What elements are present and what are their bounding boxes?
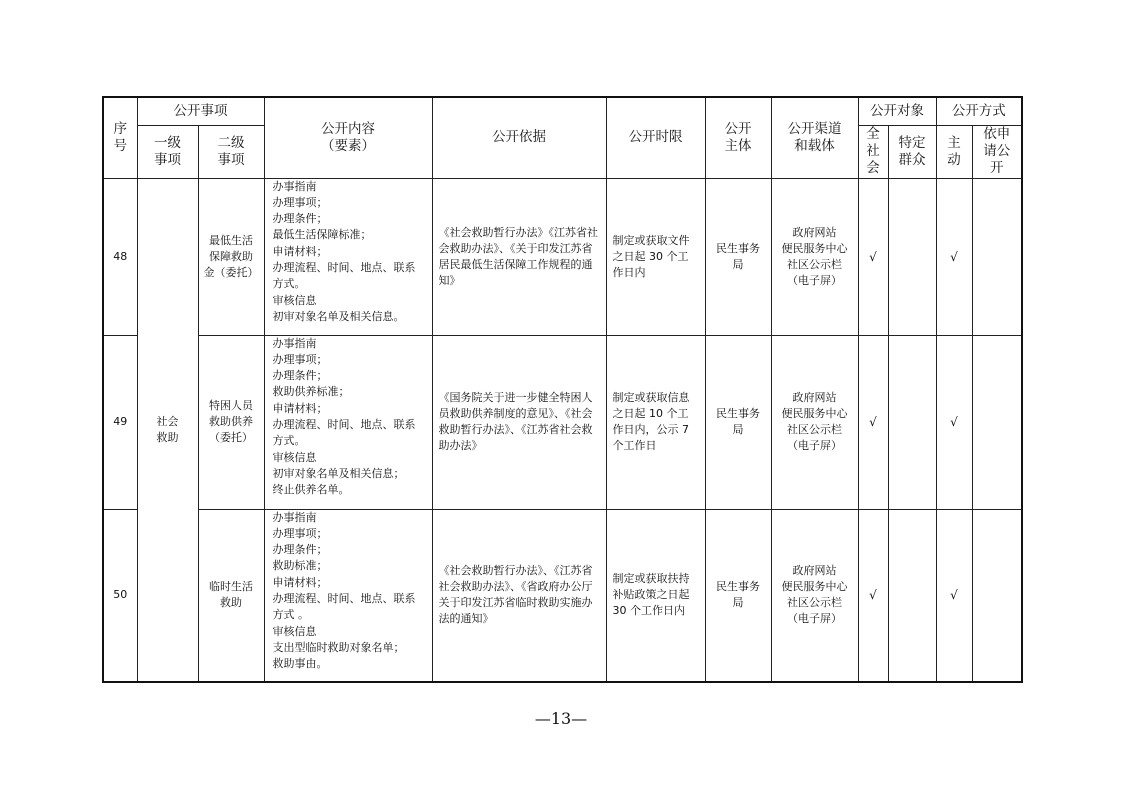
row-subject: 民生事务 局 <box>705 178 771 335</box>
content-line: 初审对象名单及相关信息； <box>272 466 405 480</box>
row-channel: 政府网站 便民服务中心 社区公示栏 （电子屏） <box>771 335 858 509</box>
row-basis: 《国务院关于进一步健全特困人员救助供养制度的意见》、《社会救助暂行办法》、《江苏省社会救助办法》 <box>432 335 606 509</box>
header-content: 公开内容 （要素） <box>264 97 432 178</box>
row-channel: 政府网站 便民服务中心 社区公示栏 （电子屏） <box>771 178 858 335</box>
header-channel: 公开渠道 和载体 <box>771 97 858 178</box>
content-line: 办理条件； <box>272 369 328 383</box>
content-line: 审核信息 <box>272 624 317 638</box>
header-row-1 <box>103 97 1022 125</box>
row-method-active-check: √ <box>936 335 972 509</box>
header-time-limit: 公开时限 <box>606 97 705 178</box>
content-line: 办理条件； <box>272 212 328 226</box>
content-line: 办理流程、时间、地点、联系 <box>272 417 416 431</box>
row-target-all-check: √ <box>858 178 888 335</box>
content-line: 审核信息 <box>272 293 317 307</box>
row-method-apply-check <box>972 509 1022 682</box>
content-line: 救助事由。 <box>272 657 328 671</box>
row-seq: 50 <box>103 509 137 682</box>
table-row <box>103 335 1022 509</box>
row-method-apply-check <box>972 335 1022 509</box>
content-line: 救助供养标准； <box>272 385 350 399</box>
content-line: 办事指南 <box>272 336 317 350</box>
header-target-all: 全社会 <box>858 125 888 178</box>
level1-item: 社会 救助 <box>137 178 198 682</box>
content-line: 终止供养名单。 <box>272 483 350 497</box>
header-level2: 二级 事项 <box>198 125 264 178</box>
content-line: 办理条件； <box>272 543 328 557</box>
content-line: 办理事项； <box>272 195 328 209</box>
content-line: 方式 。 <box>272 608 309 622</box>
content-line: 申请材料； <box>272 401 328 415</box>
header-subject: 公开 主体 <box>705 97 771 178</box>
header-basis: 公开依据 <box>432 97 606 178</box>
header-method-apply: 依申 请公 开 <box>972 125 1022 178</box>
content-line: 审核信息 <box>272 450 317 464</box>
row-method-active-check: √ <box>936 509 972 682</box>
content-line: 方式。 <box>272 434 306 448</box>
row-level2: 特困人员 救助供养 （委托） <box>198 335 264 509</box>
row-content <box>264 509 432 682</box>
content-line: 初审对象名单及相关信息。 <box>272 309 405 323</box>
row-subject: 民生事务 局 <box>705 509 771 682</box>
row-channel: 政府网站 便民服务中心 社区公示栏 （电子屏） <box>771 509 858 682</box>
content-line: 办理流程、时间、地点、联系 <box>272 591 416 605</box>
content-line: 办理事项； <box>272 352 328 366</box>
row-target-all-check: √ <box>858 335 888 509</box>
row-time-limit: 制定或获取扶持补贴政策之日起 30 个工作日内 <box>606 509 705 682</box>
row-target-specific-check <box>888 509 936 682</box>
content-line: 办事指南 <box>272 510 317 524</box>
row-seq: 48 <box>103 178 137 335</box>
header-method-active: 主 动 <box>936 125 972 178</box>
row-target-specific-check <box>888 335 936 509</box>
header-level1: 一级 事项 <box>137 125 198 178</box>
row-content <box>264 178 432 335</box>
row-time-limit: 制定或获取文件之日起 30 个工作日内 <box>606 178 705 335</box>
row-content <box>264 335 432 509</box>
header-seq: 序号 <box>103 97 137 178</box>
row-target-specific-check <box>888 178 936 335</box>
content-line: 办理事项； <box>272 526 328 540</box>
content-line: 支出型临时救助对象名单； <box>272 640 405 654</box>
disclosure-table <box>102 96 1023 683</box>
content-line: 申请材料； <box>272 244 328 258</box>
content-line: 最低生活保障标准； <box>272 228 372 242</box>
content-line: 办事指南 <box>272 179 317 193</box>
header-target-group: 公开对象 <box>858 97 936 125</box>
table-row <box>103 509 1022 682</box>
row-seq: 49 <box>103 335 137 509</box>
row-basis: 《社会救助暂行办法》《江苏省社会救助办法》、《关于印发江苏省居民最低生活保障工作规程的通知》 <box>432 178 606 335</box>
row-method-apply-check <box>972 178 1022 335</box>
row-subject: 民生事务 局 <box>705 335 771 509</box>
header-method-group: 公开方式 <box>936 97 1022 125</box>
row-time-limit: 制定或获取信息之日起 10 个工作日内，公示 7 个工作日 <box>606 335 705 509</box>
row-basis: 《社会救助暂行办法》、《江苏省社会救助办法》、《省政府办公厅关于印发江苏省临时救助实施办法的通知》 <box>432 509 606 682</box>
content-line: 申请材料； <box>272 575 328 589</box>
row-level2: 临时生活 救助 <box>198 509 264 682</box>
header-target-specific: 特定 群众 <box>888 125 936 178</box>
row-level2: 最低生活 保障救助 金（委托） <box>198 178 264 335</box>
row-method-active-check: √ <box>936 178 972 335</box>
table-row <box>103 178 1022 335</box>
content-line: 方式。 <box>272 277 306 291</box>
content-line: 办理流程、时间、地点、联系 <box>272 260 416 274</box>
row-target-all-check: √ <box>858 509 888 682</box>
content-line: 救助标准； <box>272 559 328 573</box>
header-items-group: 公开事项 <box>137 97 264 125</box>
page-number: —13— <box>534 709 588 728</box>
